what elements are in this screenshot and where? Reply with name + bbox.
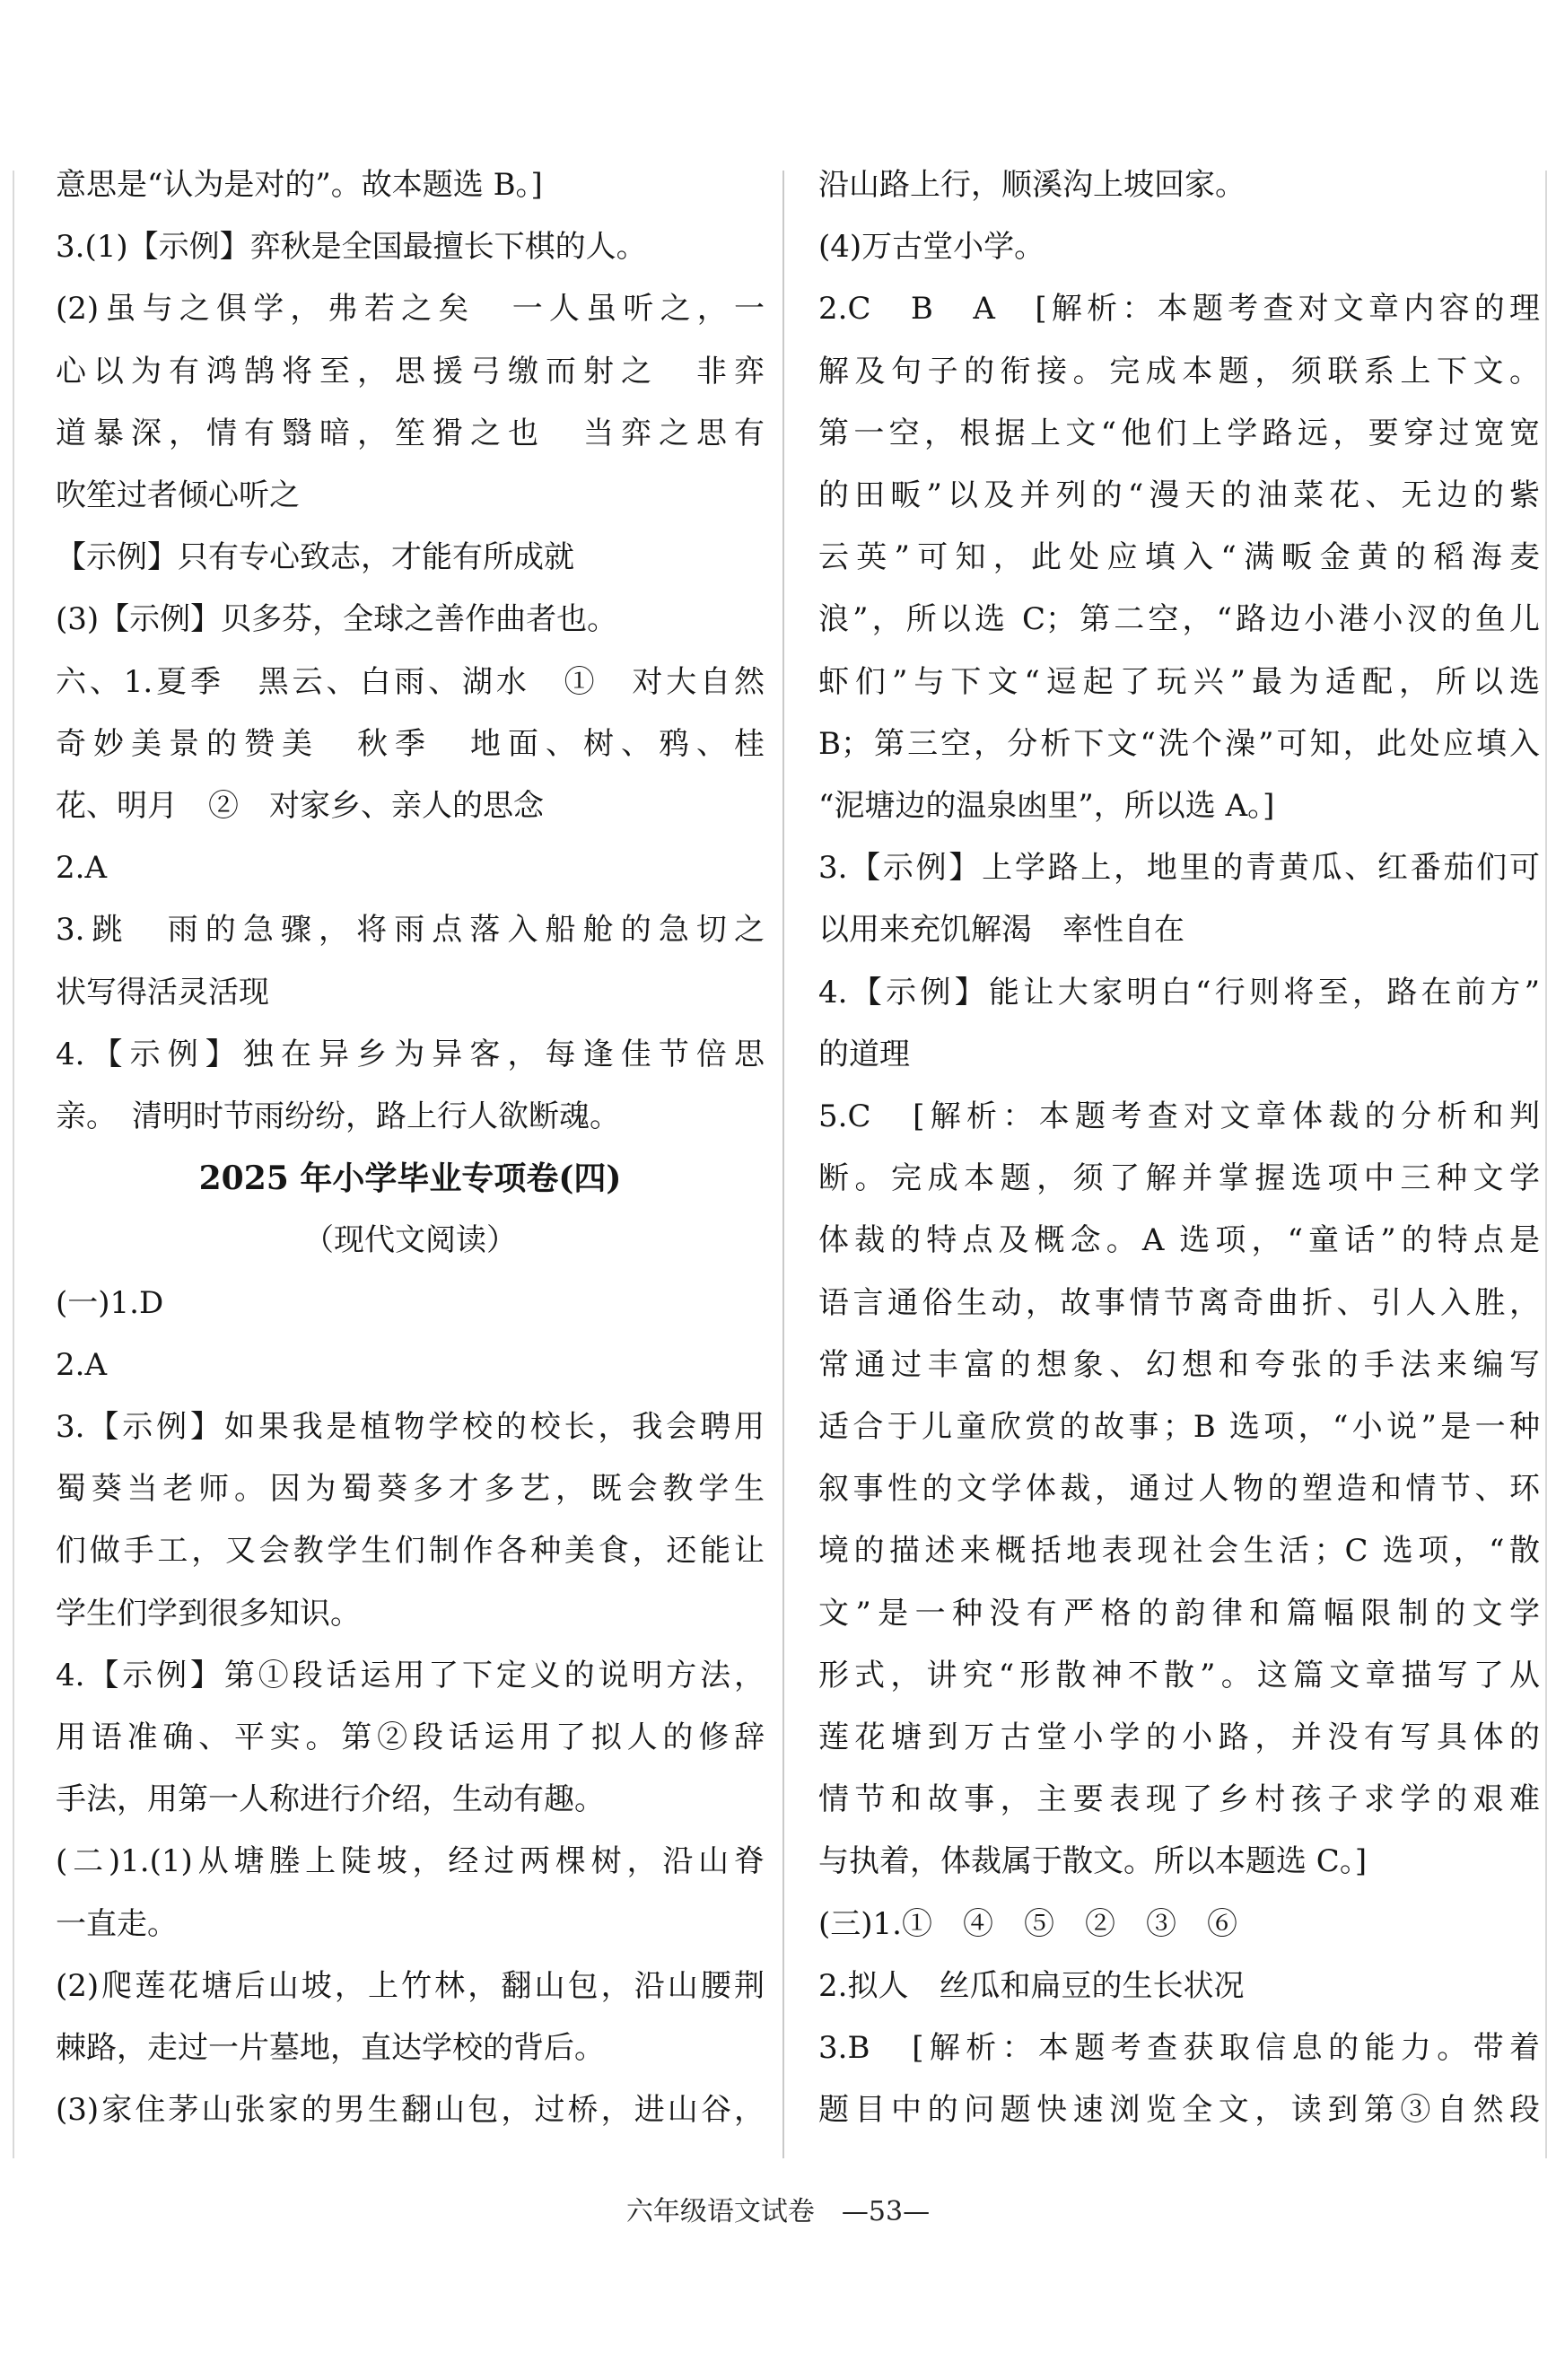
right-text-line: 虾们”与下文“逗起了玩兴”最为适配，所以选 [818,663,1540,700]
left-text-line: 意思是“认为是对的”。故本题选 B。] [56,167,543,203]
left-text-line: 棘路，走过一片墓地，直达学校的背后。 [56,2030,605,2066]
right-text-line: 形式，讲究“形散神不散”。这篇文章描写了从 [818,1657,1540,1693]
right-text-line: 2.拟人 丝瓜和扁豆的生长状况 [818,1967,1245,2004]
right-text-line: 适合于儿童欣赏的故事；B 选项，“小说”是一种 [818,1409,1540,1445]
left-text-line: 学生们学到很多知识。 [56,1595,361,1632]
left-text-line: 3.跳 雨的急骤，将雨点落入船舱的急切之 [56,912,765,949]
left-text-line: (一)1.D [56,1284,164,1321]
left-text-line: 奇妙美景的赞美 秋季 地面、树、鸦、桂 [56,725,765,762]
right-text-line: 境的描述来概括地表现社会生活；C 选项，“散 [818,1533,1540,1570]
column-divider [782,171,784,2158]
right-text-line: 的道理 [818,1036,910,1072]
right-text-line: 第一空，根据上文“他们上学路远，要穿过宽宽 [818,415,1540,451]
left-text-line: 手法，用第一人称进行介绍，生动有趣。 [56,1781,605,1818]
right-text-line: (4)万古堂小学。 [818,229,1045,266]
right-text-line: 云英”可知，此处应填入“满畈金黄的稻海麦 [818,539,1540,576]
right-text-line: 的田畈”以及并列的“漫天的油菜花、无边的紫 [818,477,1540,513]
left-text-line: 蜀葵当老师。因为蜀葵多才多艺，既会教学生 [56,1471,765,1508]
right-text-line: 情节和故事，主要表现了乡村孩子求学的艰难 [818,1781,1540,1818]
left-text-line: 2.A [56,1346,107,1383]
left-text-line: 心以为有鸿鹄将至，思援弓缴而射之 非弈 [56,353,765,389]
right-column [818,154,1540,2151]
left-text-line: 亲。 清明时节雨纷纷，路上行人欲断魂。 [56,1098,620,1134]
right-text-line: 以用来充饥解渴 率性自在 [818,912,1184,949]
right-text-line: 浪”，所以选 C；第二空，“路边小港小汊的鱼儿 [818,601,1540,638]
left-text-line: 2.A [56,850,107,887]
left-page-edge [13,171,14,2158]
left-text-line: (2)爬莲花塘后山坡，上竹林，翻山包，沿山腰荆 [56,1967,765,2004]
left-text-line: 花、明月 ② 对家乡、亲人的思念 [56,788,544,824]
right-text-line: 解及句子的衔接。完成本题，须联系上下文。 [818,353,1540,389]
page-footer: 六年级语文试卷 —53— [625,2196,931,2227]
right-text-line: 沿山路上行，顺溪沟上坡回家。 [818,167,1246,203]
right-text-line: 5.C [解析：本题考查对文章体裁的分析和判 [818,1098,1540,1134]
left-text-line: 【示例】只有专心致志，才能有所成就 [56,539,574,576]
right-text-line: 叙事性的文学体裁，通过人物的塑造和情节、环 [818,1471,1540,1508]
right-text-line: 断。完成本题，须了解并掌握选项中三种文学 [818,1160,1540,1197]
right-text-line: 莲花塘到万古堂小学的小路，并没有写具体的 [818,1719,1540,1755]
right-text-line: 文”是一种没有严格的韵律和篇幅限制的文学 [818,1595,1540,1632]
right-text-line: 3.B [解析：本题考查获取信息的能力。带着 [818,2030,1540,2066]
left-text-line: 用语准确、平实。第②段话运用了拟人的修辞 [56,1719,765,1755]
right-text-line: 体裁的特点及概念。A 选项，“童话”的特点是 [818,1222,1540,1259]
right-text-line: 与执着，体裁属于散文。所以本题选 C。] [818,1843,1368,1880]
right-page-edge [1545,171,1547,2158]
left-text-line: 2025 年小学毕业专项卷(四) [198,1159,622,1198]
right-text-line: (三)1.① ④ ⑤ ② ③ ⑥ [818,1905,1237,1942]
right-text-line: 3.【示例】上学路上，地里的青黄瓜、红番茄们可 [818,850,1540,887]
left-text-line: 吹笙过者倾心听之 [56,477,300,513]
left-text-line: (二)1.(1)从塘塍上陡坡，经过两棵树，沿山脊 [56,1843,765,1880]
left-column [56,154,765,2151]
left-text-line: 道暴深，情有翳暗，笙猾之也 当弈之思有 [56,415,765,451]
left-text-line: 状写得活灵活现 [56,974,269,1011]
left-text-line: 3.(1)【示例】弈秋是全国最擅长下棋的人。 [56,229,647,266]
left-text-line: 4.【示例】独在异乡为异客，每逢佳节倍思 [56,1036,765,1072]
left-text-line: (3)家住茅山张家的男生翻山包，过桥，进山谷， [56,2092,765,2129]
right-text-line: 常通过丰富的想象、幻想和夸张的手法来编写 [818,1346,1540,1383]
left-text-line: 一直走。 [56,1905,178,1942]
left-text-line: 六、1.夏季 黑云、白雨、湖水 ① 对大自然 [56,663,765,700]
right-text-line: 4.【示例】能让大家明白“行则将至，路在前方” [818,974,1540,1011]
left-text-line: (2)虽与之俱学，弗若之矣 一人虽听之，一 [56,291,765,328]
left-text-line: 3.【示例】如果我是植物学校的校长，我会聘用 [56,1409,765,1445]
left-text-line: 4.【示例】第①段话运用了下定义的说明方法， [56,1657,765,1693]
right-text-line: “泥塘边的温泉凼里”，所以选 A。] [818,788,1275,824]
left-text-line: （现代文阅读） [303,1222,517,1259]
right-text-line: 题目中的问题快速浏览全文，读到第③自然段 [818,2092,1540,2129]
right-text-line: 2.C B A [解析：本题考查对文章内容的理 [818,291,1540,328]
left-text-line: (3)【示例】贝多芬，全球之善作曲者也。 [56,601,618,638]
right-text-line: 语言通俗生动，故事情节离奇曲折、引人入胜， [818,1284,1540,1321]
left-text-line: 们做手工，又会教学生们制作各种美食，还能让 [56,1533,765,1570]
right-text-line: B；第三空，分析下文“洗个澡”可知，此处应填入 [818,725,1540,762]
